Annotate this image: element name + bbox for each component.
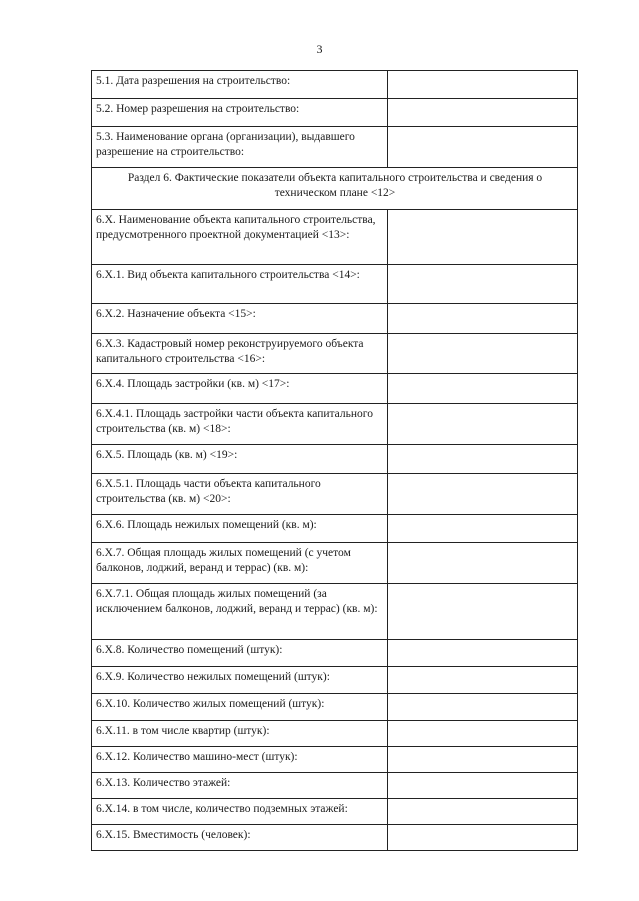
table-row [92,721,578,747]
value-cell[interactable] [388,721,578,747]
row-label: 6.X.10. Количество жилых помещений (штук): [92,694,388,721]
table-row [92,584,578,640]
table-row [92,747,578,773]
value-cell[interactable] [388,445,578,474]
value-cell[interactable] [388,99,578,127]
table-row [92,543,578,584]
table-row [92,404,578,445]
value-cell[interactable] [388,667,578,694]
table-row [92,667,578,694]
row-label: 6.X.1. Вид объекта капитального строительства <14>: [92,265,388,304]
permit-form-table [91,70,578,851]
section-header-row [92,168,578,210]
row-label: 5.2. Номер разрешения на строительство: [92,99,388,127]
table-row [92,265,578,304]
row-label: 6.X.7. Общая площадь жилых помещений (с учетом балконов, лоджий, веранд и террас) (кв. м): [92,543,388,584]
value-cell[interactable] [388,265,578,304]
table-row [92,640,578,667]
row-label: 6.X.9. Количество нежилых помещений (штук): [92,667,388,694]
row-label: 6.X.5.1. Площадь части объекта капитального строительства (кв. м) <20>: [92,474,388,515]
value-cell[interactable] [388,584,578,640]
value-cell[interactable] [388,747,578,773]
table-row [92,825,578,851]
value-cell[interactable] [388,825,578,851]
row-label: 6.X.13. Количество этажей: [92,773,388,799]
table-row [92,445,578,474]
value-cell[interactable] [388,404,578,445]
value-cell[interactable] [388,543,578,584]
row-label: 6.X.4.1. Площадь застройки части объекта капитального строительства (кв. м) <18>: [92,404,388,445]
row-label: 6.X.6. Площадь нежилых помещений (кв. м): [92,515,388,543]
table-row [92,304,578,334]
row-label: 6.X. Наименование объекта капитального строительства, предусмотренного проектной документацией <13>: [92,210,388,265]
row-label: 6.X.8. Количество помещений (штук): [92,640,388,667]
table-row [92,334,578,374]
table-row [92,515,578,543]
page-number: 3 [316,42,323,56]
value-cell[interactable] [388,127,578,168]
value-cell[interactable] [388,640,578,667]
row-label: 6.X.4. Площадь застройки (кв. м) <17>: [92,374,388,404]
value-cell[interactable] [388,210,578,265]
table-row [92,773,578,799]
value-cell[interactable] [388,474,578,515]
table-row [92,694,578,721]
row-label: 5.3. Наименование органа (организации), выдавшего разрешение на строительство: [92,127,388,168]
table-row [92,210,578,265]
row-label: 6.X.14. в том числе, количество подземных этажей: [92,799,388,825]
row-label: 6.X.2. Назначение объекта <15>: [92,304,388,334]
row-label: 6.X.12. Количество машино-мест (штук): [92,747,388,773]
table-row [92,127,578,168]
table-row [92,71,578,99]
value-cell[interactable] [388,304,578,334]
table-row [92,474,578,515]
table-row [92,374,578,404]
row-label: 6.X.5. Площадь (кв. м) <19>: [92,445,388,474]
value-cell[interactable] [388,799,578,825]
row-label: 6.X.15. Вместимость (человек): [92,825,388,851]
value-cell[interactable] [388,374,578,404]
table-row [92,99,578,127]
row-label: 6.X.3. Кадастровый номер реконструируемого объекта капитального строительства <16>: [92,334,388,374]
row-label: 6.X.11. в том числе квартир (штук): [92,721,388,747]
section-6-title: Раздел 6. Фактические показатели объекта капитального строительства и сведения о техническом плане <12> [92,168,578,210]
value-cell[interactable] [388,515,578,543]
table-row [92,799,578,825]
row-label: 5.1. Дата разрешения на строительство: [92,71,388,99]
value-cell[interactable] [388,773,578,799]
value-cell[interactable] [388,334,578,374]
value-cell[interactable] [388,71,578,99]
value-cell[interactable] [388,694,578,721]
row-label: 6.X.7.1. Общая площадь жилых помещений (за исключением балконов, лоджий, веранд и террас) (кв. м): [92,584,388,640]
